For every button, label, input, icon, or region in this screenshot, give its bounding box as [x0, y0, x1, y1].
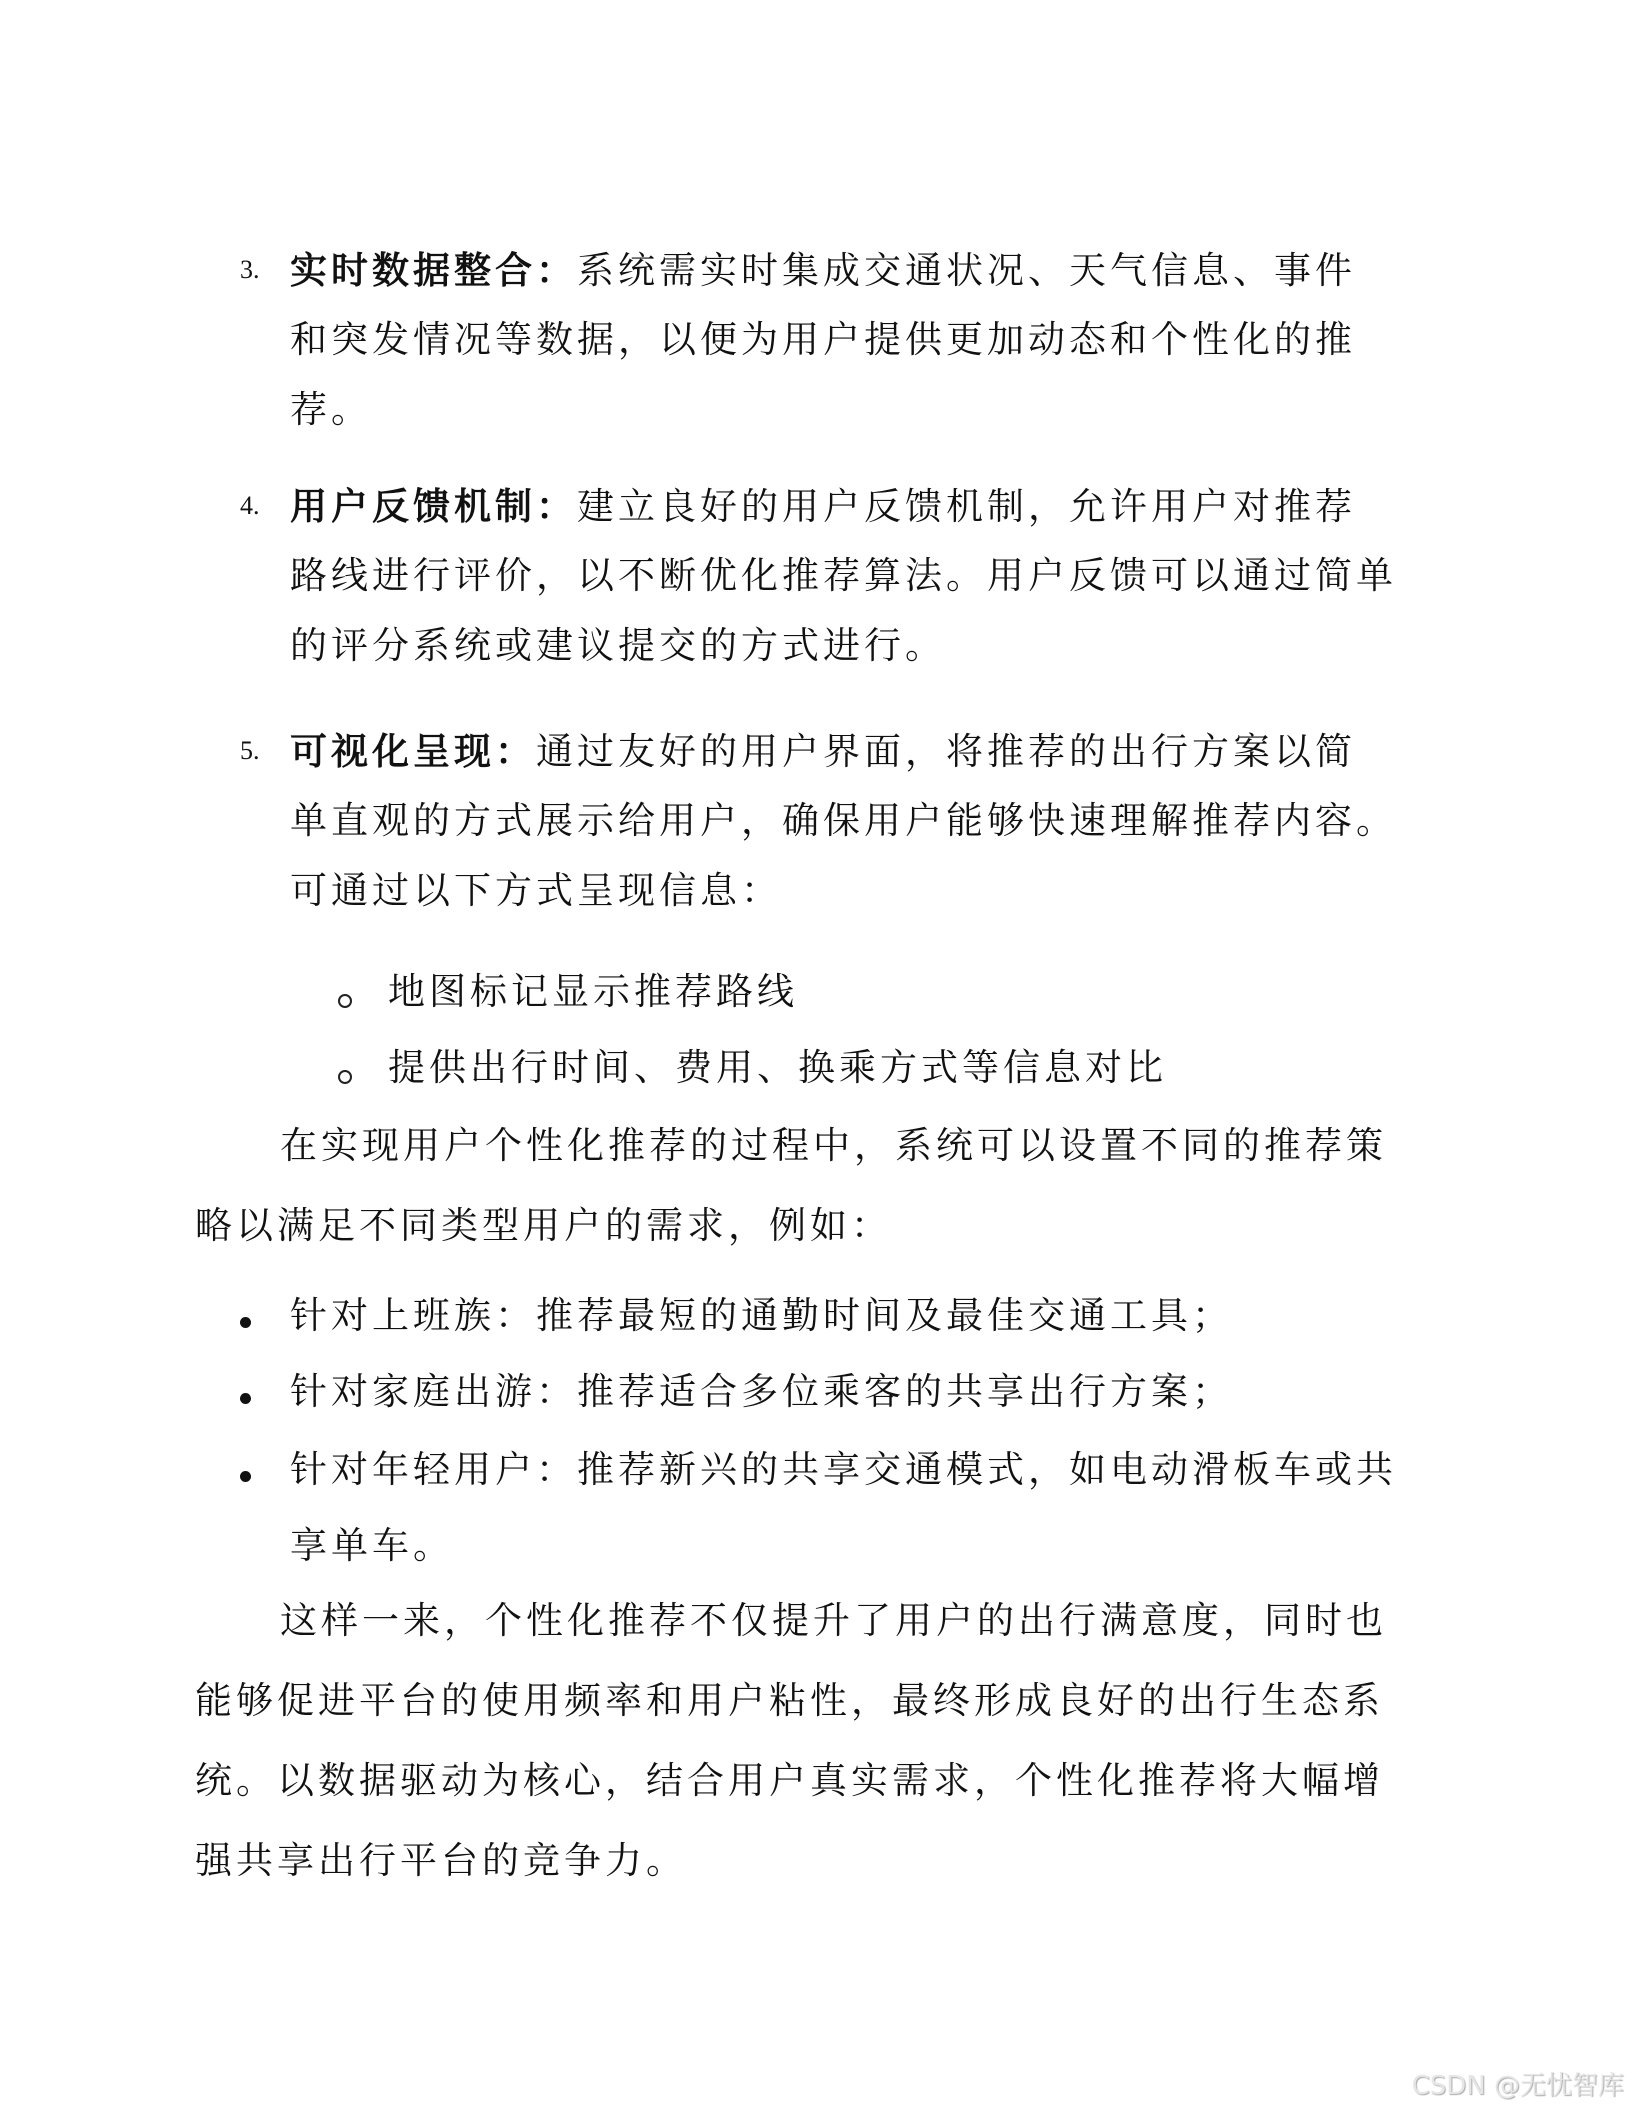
item-title: 用户反馈机制：	[290, 484, 577, 528]
item-text-line: 荐。	[290, 388, 372, 431]
item-number: 3.	[240, 255, 260, 284]
sub-bullet-item: 地图标记显示推荐路线	[388, 970, 798, 1013]
bullet-icon	[240, 1317, 251, 1328]
sub-bullet-item: 提供出行时间、费用、换乘方式等信息对比	[388, 1046, 1167, 1089]
bullet-item-continuation: 享单车。	[290, 1524, 454, 1567]
watermark: CSDN @无忧智库	[1411, 2071, 1624, 2101]
item-text: 通过友好的用户界面，将推荐的出行方案以简	[536, 730, 1356, 773]
paragraph-line: 能够促进平台的使用频率和用户粘性，最终形成良好的出行生态系	[195, 1679, 1384, 1722]
bullet-item: 针对上班族：推荐最短的通勤时间及最佳交通工具；	[290, 1294, 1233, 1337]
paragraph-line: 略以满足不同类型用户的需求，例如：	[195, 1204, 892, 1247]
paragraph-line: 这样一来，个性化推荐不仅提升了用户的出行满意度，同时也	[280, 1599, 1387, 1642]
item-number: 4.	[240, 491, 260, 520]
item-text: 系统需实时集成交通状况、天气信息、事件	[577, 249, 1356, 292]
bullet-item: 针对家庭出游：推荐适合多位乘客的共享出行方案；	[290, 1370, 1233, 1413]
item-text-line: 可通过以下方式呈现信息：	[290, 869, 782, 912]
item-first-line	[290, 727, 1356, 776]
item-text-line: 的评分系统或建议提交的方式进行。	[290, 624, 946, 667]
item-first-line	[290, 246, 1356, 295]
item-first-line	[290, 482, 1356, 531]
item-text: 建立良好的用户反馈机制，允许用户对推荐	[577, 485, 1356, 528]
item-title: 实时数据整合：	[290, 248, 577, 292]
bullet-icon	[240, 1393, 251, 1404]
item-number: 5.	[240, 736, 260, 765]
item-text-line: 单直观的方式展示给用户，确保用户能够快速理解推荐内容。	[290, 799, 1397, 842]
item-title: 可视化呈现：	[290, 729, 536, 773]
bullet-icon	[240, 1471, 251, 1482]
item-text-line: 和突发情况等数据，以便为用户提供更加动态和个性化的推	[290, 318, 1356, 361]
hollow-bullet-icon	[338, 994, 352, 1008]
paragraph-line: 强共享出行平台的竞争力。	[195, 1839, 687, 1882]
bullet-item: 针对年轻用户：推荐新兴的共享交通模式，如电动滑板车或共	[290, 1448, 1397, 1491]
hollow-bullet-icon	[338, 1070, 352, 1084]
item-text-line: 路线进行评价，以不断优化推荐算法。用户反馈可以通过简单	[290, 554, 1397, 597]
paragraph-line: 在实现用户个性化推荐的过程中，系统可以设置不同的推荐策	[280, 1124, 1387, 1167]
paragraph-line: 统。以数据驱动为核心，结合用户真实需求，个性化推荐将大幅增	[195, 1759, 1384, 1802]
